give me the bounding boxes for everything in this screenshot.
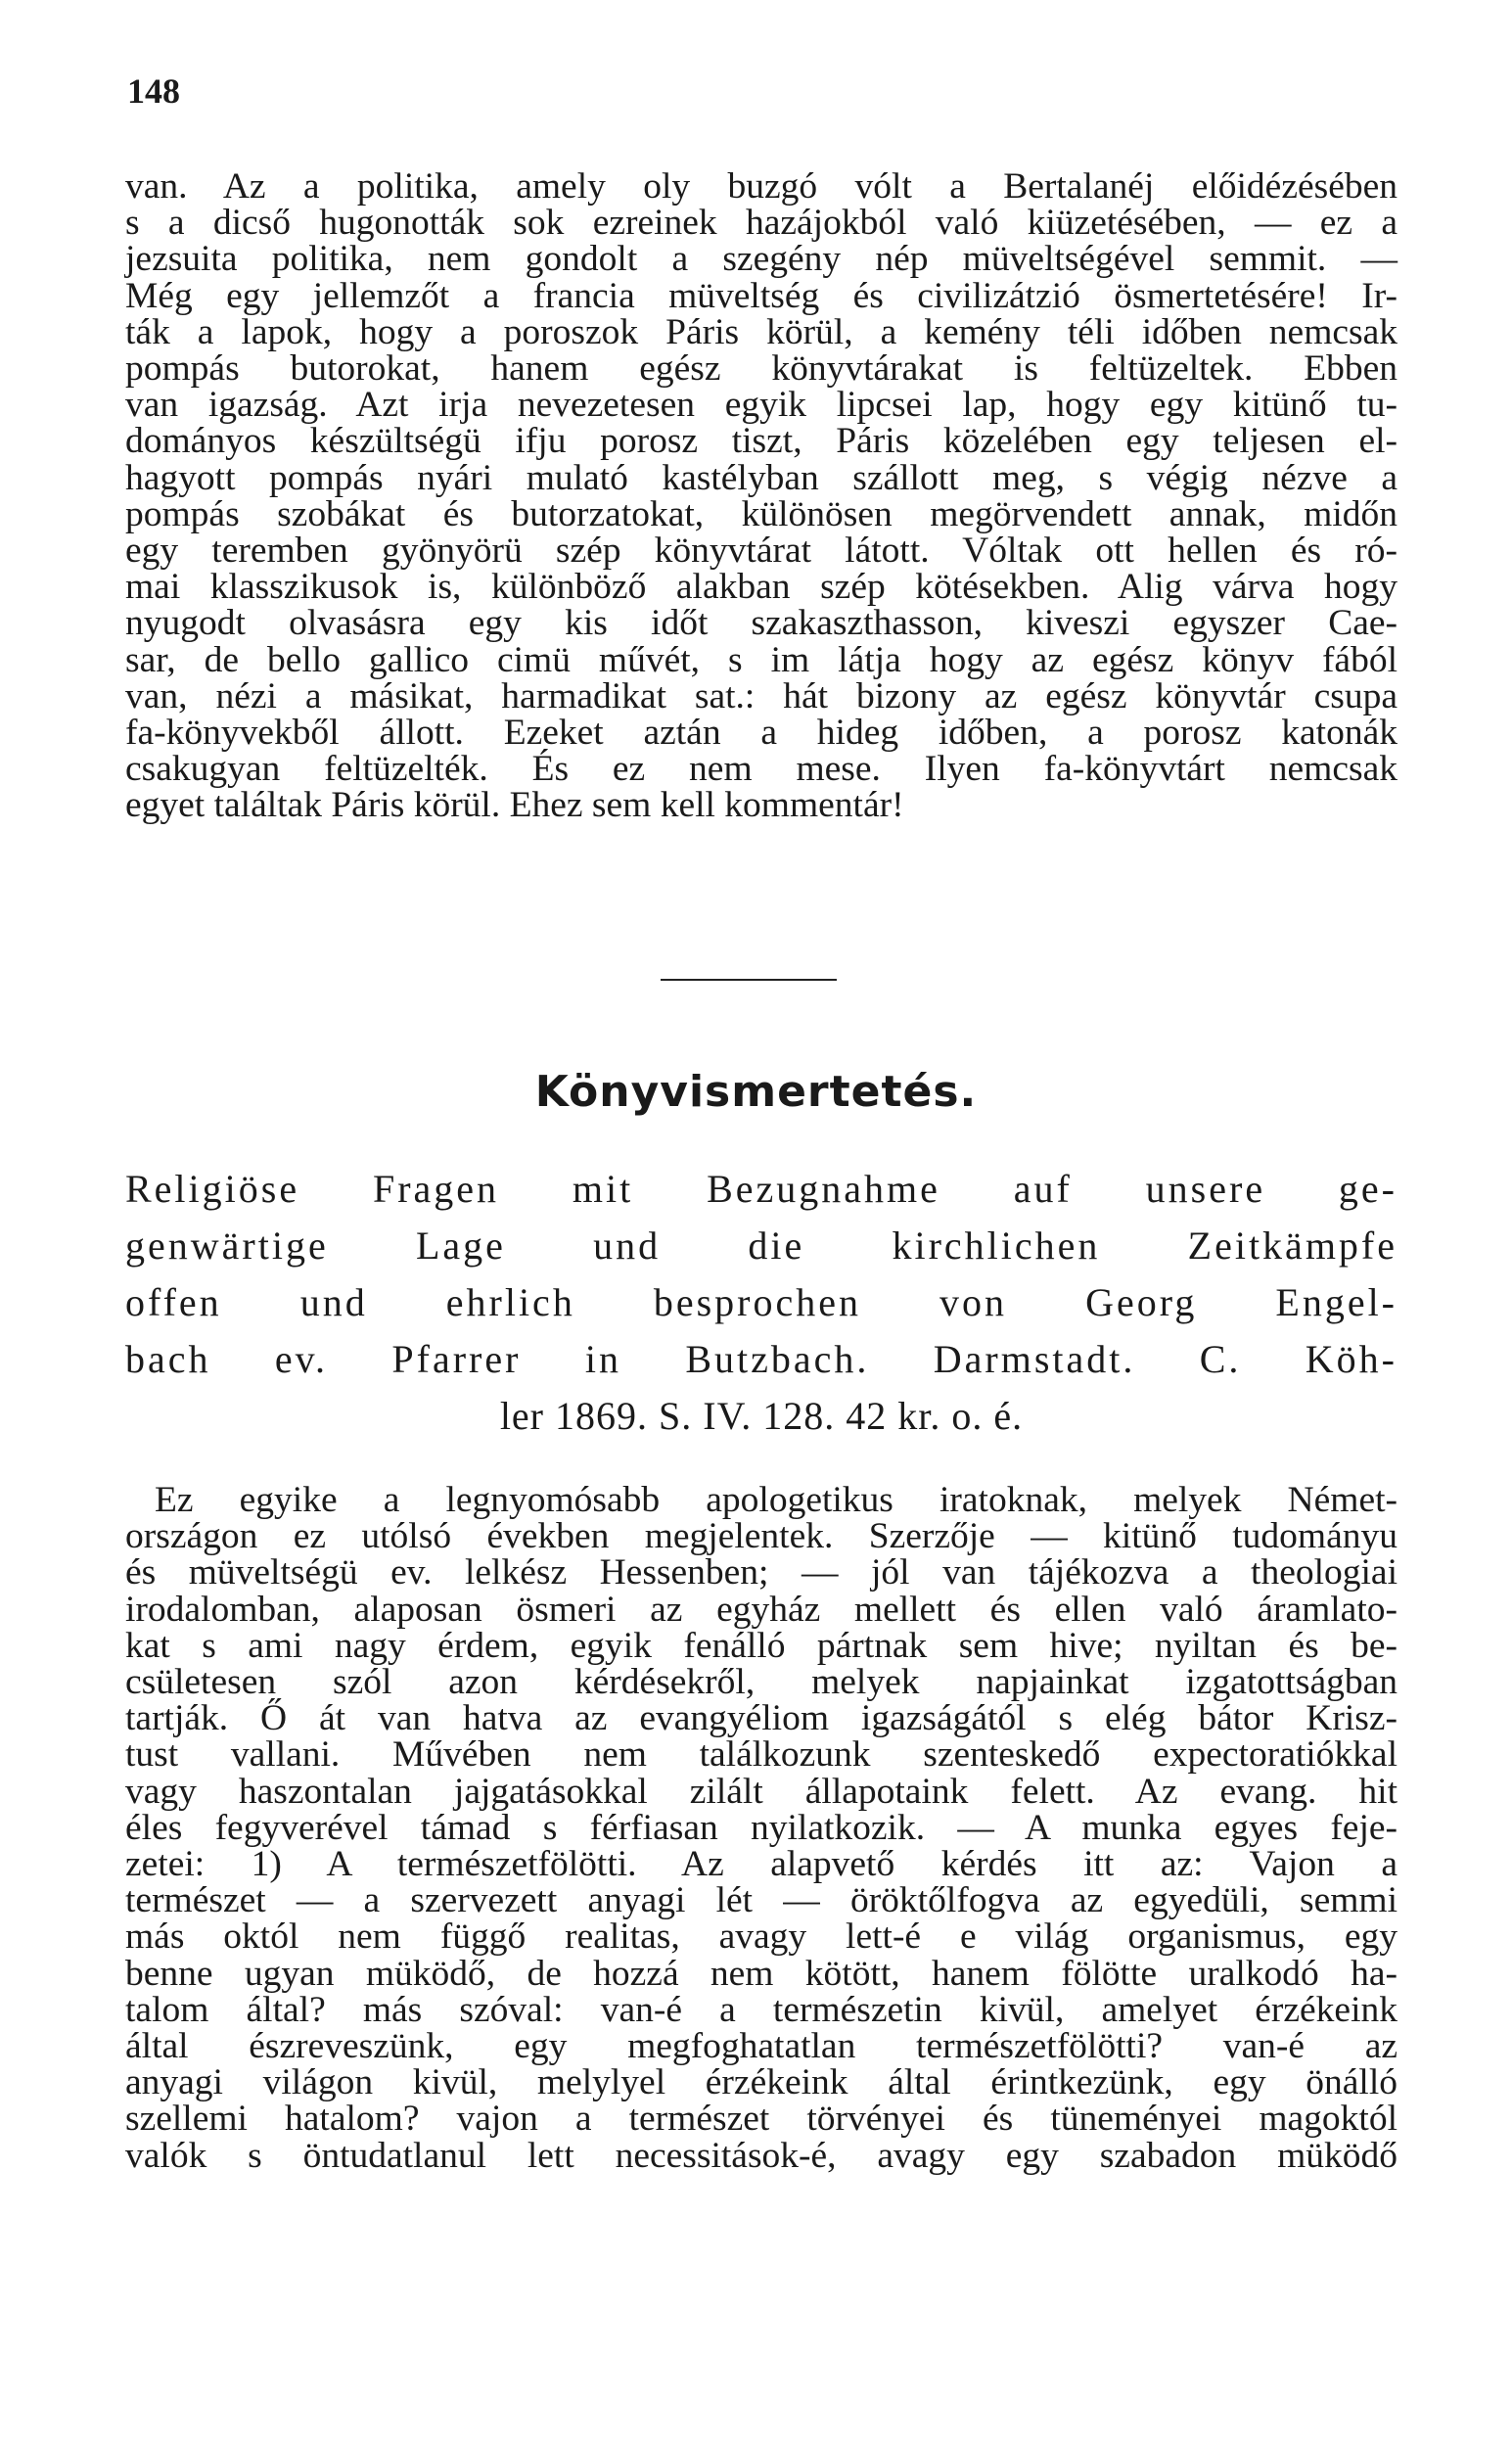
text-line: által észreveszünk, egy megfoghatatlan természetfölötti? van-é az <box>125 2026 1397 2067</box>
text-line: egy teremben gyönyörü szép könyvtárat látott. Vóltak ott hellen és ró- <box>125 531 1397 572</box>
text-line: nyugodt olvasásra egy kis időt szakaszthasson, kiveszi egyszer Cae- <box>125 603 1397 644</box>
paragraph-french-culture <box>125 168 1397 824</box>
title-line: genwärtige Lage und die kirchlichen Zeitkämpfe <box>125 1224 1397 1268</box>
page-number: 148 <box>127 71 180 111</box>
text-line: csakugyan feltüzelték. És ez nem mese. Ilyen fa-könyvtárt nemcsak <box>125 749 1397 790</box>
text-line: pompás szobákat és butorzatokat, különösen megörvendett annak, midőn <box>125 493 1397 534</box>
paragraph-book-review <box>125 1482 1397 2174</box>
text-line: van, nézi a másikat, harmadikat sat.: hát bizony az egész könyvtár csupa <box>125 675 1397 716</box>
text-line: Ez egyike a legnyomósabb apologetikus iratoknak, melyek Német- <box>155 1480 1397 1520</box>
text-line: éles fegyverével támad s férfiasan nyilatkozik. — A munka egyes feje- <box>125 1807 1397 1848</box>
text-line: dományos készültségü ifju porosz tiszt, Páris közelében egy teljesen el- <box>125 421 1397 462</box>
book-title <box>125 1161 1397 1445</box>
text-line: talom által? más szóval: van-é a természetin kivül, amelyet érzékeink <box>125 1989 1397 2030</box>
text-line: pompás butorokat, hanem egész könyvtárakat is feltüzeltek. Ebben <box>125 348 1397 390</box>
text-line: és müveltségü ev. lelkész Hessenben; — jól van tájékozva a theologiai <box>125 1552 1397 1593</box>
text-line: sar, de bello gallico cimü művét, s im látja hogy az egész könyv fából <box>125 639 1397 680</box>
text-line: fa-könyvekből állott. Ezeket aztán a hideg időben, a porosz katonák <box>125 713 1397 754</box>
title-line: ler 1869. S. IV. 128. 42 kr. o. é. <box>499 1394 1024 1438</box>
text-line: ták a lapok, hogy a poroszok Páris körül, a kemény téli időben nemcsak <box>125 311 1397 352</box>
text-line: jezsuita politika, nem gondolt a szegény nép müveltségével semmit. — <box>125 239 1397 280</box>
text-line: s a dicső hugonották sok ezreinek hazájokból való kiüzetésében, — ez a <box>125 203 1397 244</box>
text-line: hagyott pompás nyári mulató kastélyban szállott meg, s végig nézve a <box>125 457 1397 498</box>
text-line: tust vallani. Művében nem találkozunk szenteskedő expectoratiókkal <box>125 1734 1397 1776</box>
title-line: offen und ehrlich besprochen von Georg Engel- <box>125 1280 1397 1324</box>
text-line: egyet találtak Páris körül. Ehez sem kell kommentár! <box>125 785 904 826</box>
text-line: tartják. Ő át van hatva az evangyéliom igazságától s elég bátor Krisz- <box>125 1698 1397 1739</box>
title-line: bach ev. Pfarrer in Butzbach. Darmstadt. C. Köh- <box>125 1337 1397 1381</box>
section-divider <box>661 979 837 981</box>
text-line: kat s ami nagy érdem, egyik fenálló pártnak sem hive; nyiltan és be- <box>125 1625 1397 1666</box>
text-line: országon ez utólsó években megjelentek. Szerzője — kitünő tudományu <box>125 1516 1397 1557</box>
text-line: irodalomban, alaposan ösmeri az egyház mellett és ellen való áramlato- <box>125 1589 1397 1630</box>
text-line: természet — a szervezett anyagi lét — öröktőlfogva az egyedüli, semmi <box>125 1880 1397 1921</box>
title-line: Religiöse Fragen mit Bezugnahme auf unsere ge- <box>125 1167 1397 1211</box>
text-line: szellemi hatalom? vajon a természet törvényei és tüneményei magoktól <box>125 2099 1397 2140</box>
text-line: más októl nem függő realitas, avagy lett-é e világ organismus, egy <box>125 1916 1397 1958</box>
text-line: valók s öntudatlanul lett necessitások-é, avagy egy szabadon müködő <box>125 2135 1397 2176</box>
text-line: zetei: 1) A természetfölötti. Az alapvető kérdés itt az: Vajon a <box>125 1844 1397 1885</box>
text-line: mai klasszikusok is, különböző alakban szép kötésekben. Alig várva hogy <box>125 567 1397 608</box>
text-line: anyagi világon kivül, melylyel érzékeink által érintkezünk, egy önálló <box>125 2062 1397 2103</box>
text-line: benne ugyan müködő, de hozzá nem kötött, hanem fölötte uralkodó ha- <box>125 1953 1397 1994</box>
text-line: csületesen szól azon kérdésekről, melyek napjainkat izgatottságban <box>125 1662 1397 1703</box>
text-line: van. Az a politika, amely oly buzgó vólt a Bertalanéj előidézésében <box>125 166 1397 207</box>
text-line: vagy haszontalan jajgatásokkal zilált állapotaink felett. Az evang. hit <box>125 1771 1397 1812</box>
section-heading: Könyvismertetés. <box>534 1067 978 1117</box>
text-line: Még egy jellemzőt a francia müveltség és civilizátzió ösmertetésére! Ir- <box>125 275 1397 316</box>
text-line: van igazság. Azt irja nevezetesen egyik lipcsei lap, hogy egy kitünő tu- <box>125 385 1397 426</box>
